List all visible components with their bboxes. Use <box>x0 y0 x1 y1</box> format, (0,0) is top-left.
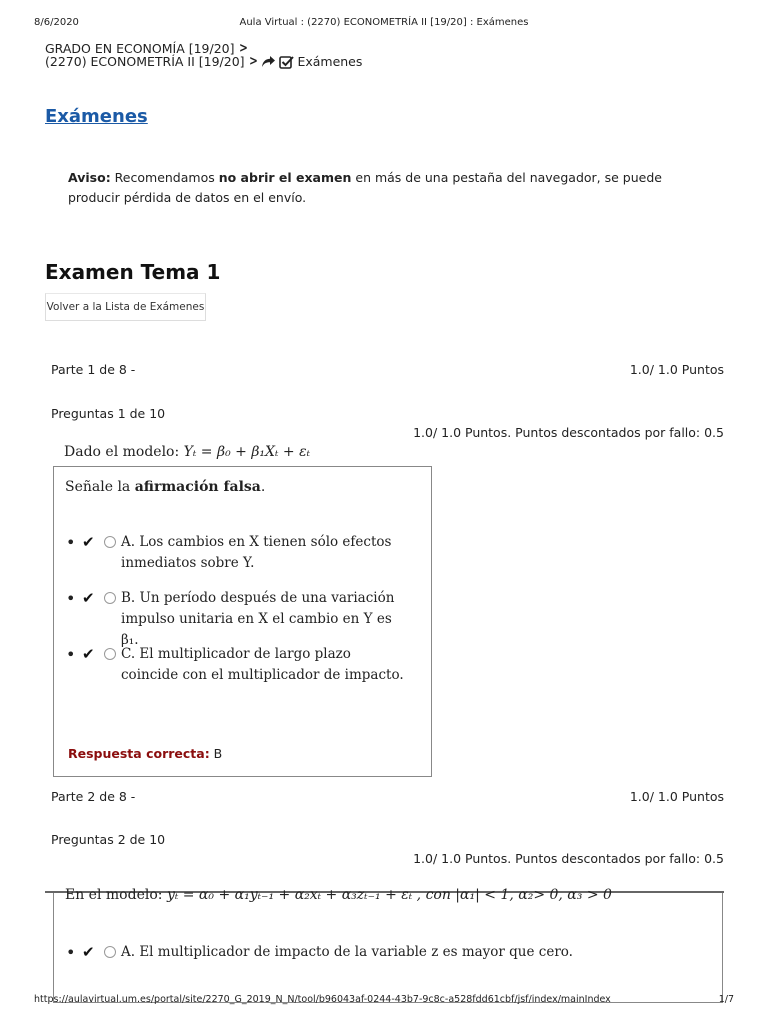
question-prompt-prefix: Señale la <box>65 479 135 495</box>
answer-option-text: B. Un período después de una variación impulso unitaria en X el cambio en Y es β₁. <box>121 590 395 648</box>
share-arrow-icon <box>261 55 276 68</box>
question-box <box>53 887 723 1003</box>
bullet: • <box>66 589 76 608</box>
part-points: 1.0/ 1.0 Puntos <box>629 362 724 377</box>
correct-answer-value: B <box>209 746 223 761</box>
bullet: • <box>66 943 76 962</box>
answer-option-text: A. Los cambios en X tienen sólo efectos inmediatos sobre Y. <box>121 534 392 571</box>
check-icon: ✔ <box>82 645 95 663</box>
question-prompt <box>65 479 265 495</box>
notice-text-2: en más de una pestaña del navegador, se puede producir pérdida de datos en el envío. <box>68 170 662 205</box>
bullet: • <box>66 645 76 664</box>
print-date: 8/6/2020 <box>34 17 79 28</box>
chevron-right-icon: > <box>238 41 248 56</box>
answer-option <box>66 942 706 963</box>
check-square-icon <box>279 55 294 69</box>
print-page-number: 1/7 <box>718 994 734 1005</box>
answer-option <box>66 532 406 574</box>
answer-option-text: C. El multiplicador de largo plazo coincide con el multiplicador de impacto. <box>121 646 404 683</box>
notice-label: Aviso: <box>68 170 111 185</box>
question-prompt-suffix: . <box>260 479 266 495</box>
check-icon: ✔ <box>82 943 95 961</box>
radio-button-icon[interactable] <box>104 648 116 660</box>
question-prompt-bold: afirmación falsa <box>134 479 261 495</box>
breadcrumb-item-exams[interactable]: Exámenes <box>297 54 363 69</box>
answer-option <box>66 588 406 651</box>
notice <box>68 168 688 208</box>
chevron-right-icon: > <box>248 54 258 69</box>
radio-button-icon[interactable] <box>104 592 116 604</box>
question-stem-formula: Yₜ = β₀ + β₁Xₜ + εₜ <box>183 444 311 460</box>
answer-option <box>66 644 406 686</box>
part-points: 1.0/ 1.0 Puntos <box>629 789 724 804</box>
correct-answer-label: Respuesta correcta: <box>68 746 210 761</box>
breadcrumb-row-2 <box>45 54 362 69</box>
question-stem-formula: yₜ = α₀ + α₁yₜ₋₁ + α₂xₜ + α₃zₜ₋₁ + εₜ , con |α₁| < 1, α₂> 0, α₃ > 0 <box>166 887 612 903</box>
question-stem <box>65 887 612 903</box>
radio-button-icon[interactable] <box>104 536 116 548</box>
question-stem <box>64 444 310 460</box>
radio-button-icon[interactable] <box>104 946 116 958</box>
page-heading-link[interactable]: Exámenes <box>45 106 148 127</box>
notice-bold: no abrir el examen <box>218 170 352 185</box>
part-label: Parte 2 de 8 - <box>51 789 136 804</box>
breadcrumb-item-course[interactable]: (2270) ECONOMETRÍA II [19/20] <box>45 54 245 69</box>
question-counter: Preguntas 1 de 10 <box>51 406 166 421</box>
breadcrumb-item-degree[interactable]: GRADO EN ECONOMÍA [19/20] <box>45 41 235 56</box>
question-counter: Preguntas 2 de 10 <box>51 832 166 847</box>
exam-title: Examen Tema 1 <box>45 260 221 284</box>
bullet: • <box>66 533 76 552</box>
part-label: Parte 1 de 8 - <box>51 362 136 377</box>
answer-option-text: A. El multiplicador de impacto de la variable z es mayor que cero. <box>121 944 573 960</box>
print-page-title: Aula Virtual : (2270) ECONOMETRÍA II [19/20] : Exámenes <box>239 17 529 28</box>
check-icon: ✔ <box>82 533 95 551</box>
check-icon: ✔ <box>82 589 95 607</box>
question-points: 1.0/ 1.0 Puntos. Puntos descontados por fallo: 0.5 <box>413 851 724 866</box>
correct-answer <box>68 743 222 762</box>
notice-text-1: Recomendamos <box>110 170 219 185</box>
back-to-exam-list-button[interactable]: Volver a la Lista de Exámenes <box>45 293 206 321</box>
question-stem-prefix: En el modelo: <box>65 887 167 903</box>
question-stem-prefix: Dado el modelo: <box>64 444 184 460</box>
question-box <box>53 466 432 777</box>
print-footer-url: https://aulavirtual.um.es/portal/site/2270_G_2019_N_N/tool/b96043af-0244-43b7-9c8c-a528fdd61cbf/jsf/index/mainIndex <box>34 994 611 1005</box>
question-points: 1.0/ 1.0 Puntos. Puntos descontados por fallo: 0.5 <box>413 425 724 440</box>
